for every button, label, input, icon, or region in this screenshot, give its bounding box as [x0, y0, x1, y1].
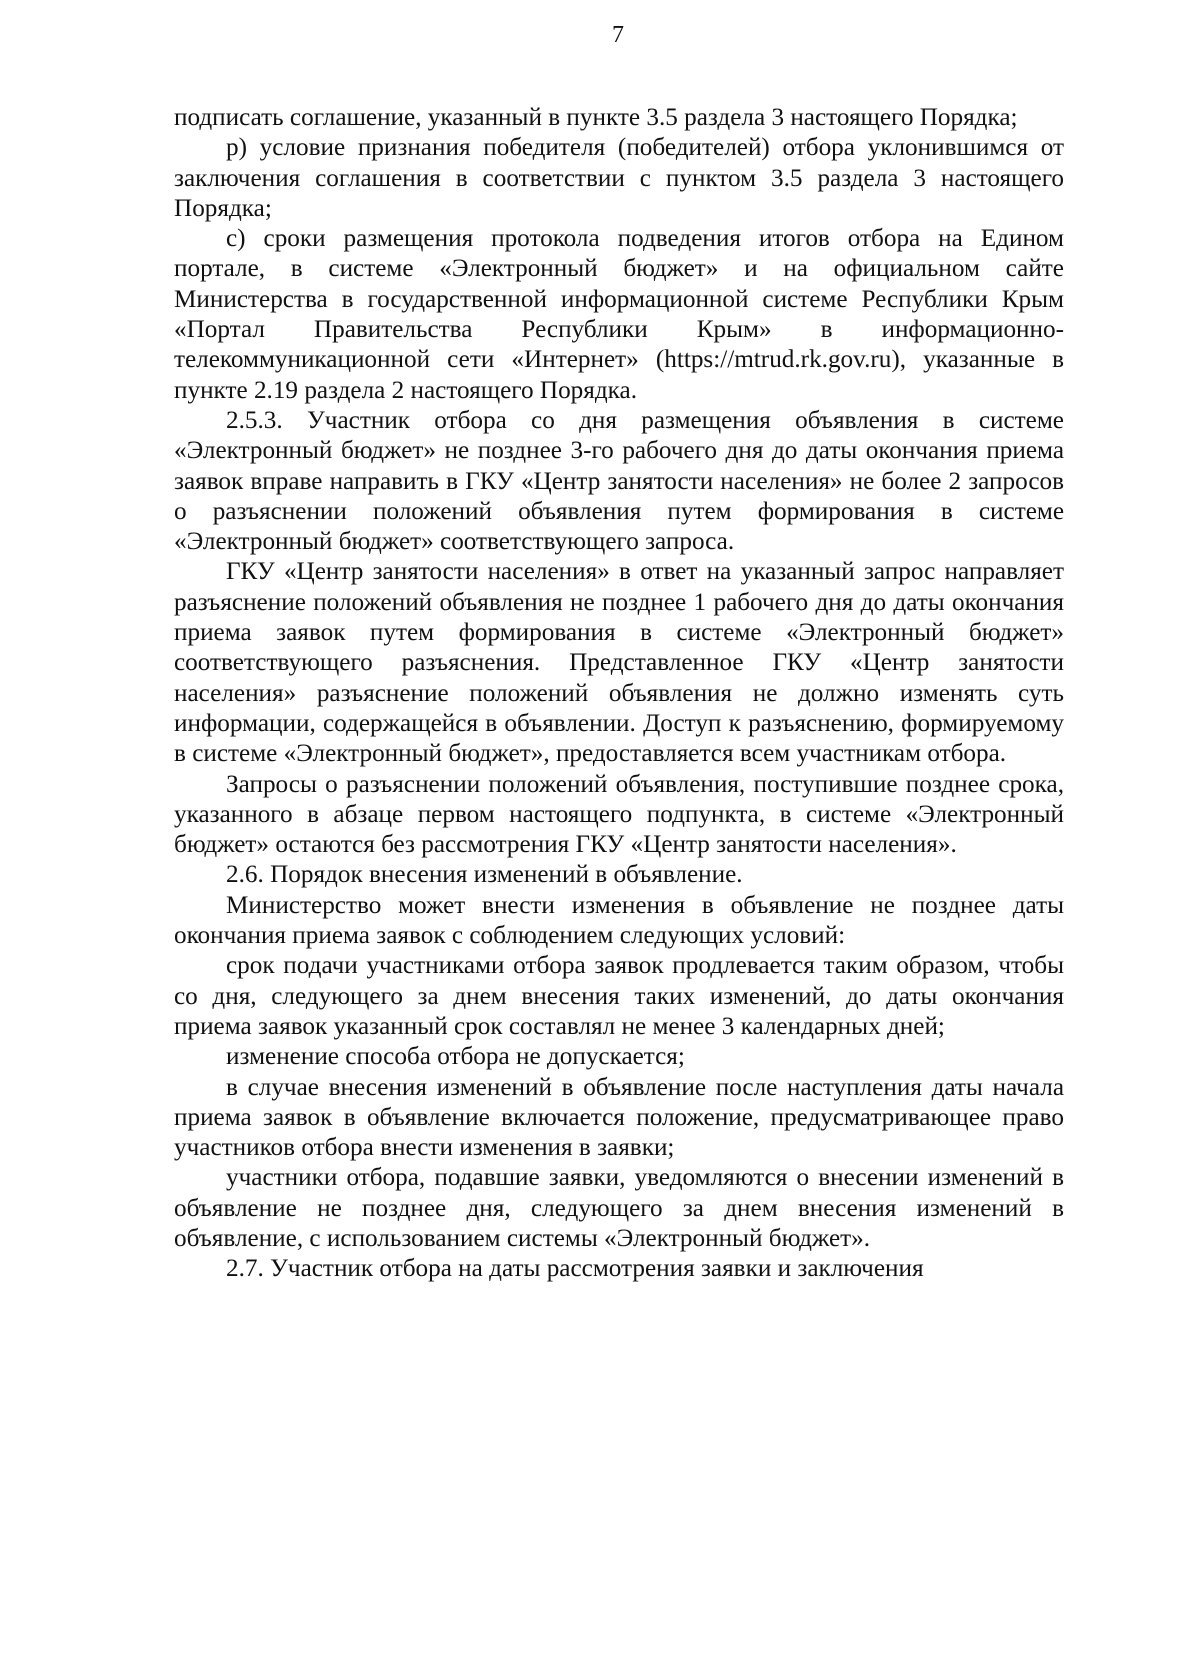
paragraph-item-s: с) сроки размещения протокола подведения итогов отбора на Едином портале, в системе «Электронный бюджет» и на официальном сайте Министерства в государственной информационной системе Республики Крым «Портал Правительства Республики Крым» в информационно-телекоммуникационной сети «Интернет» (https://mtrud.rk.gov.ru), указанные в пункте 2.19 раздела 2 настоящего Порядка. — [174, 225, 1064, 404]
paragraph-2-7: 2.7. Участник отбора на даты рассмотрения заявки и заключения — [226, 1255, 924, 1283]
paragraph-continuation: подписать соглашение, указанный в пункте 3.5 раздела 3 настоящего Порядка; — [174, 104, 1018, 131]
paragraph-2-6-heading: 2.6. Порядок внесения изменений в объявление. — [226, 861, 743, 889]
page-number: 7 — [612, 22, 624, 48]
paragraph-ministry-changes: Министерство может внести изменения в объявление не позднее даты окончания приема заявок с соблюдением следующих условий: — [174, 891, 1064, 950]
document-body — [174, 103, 1064, 1285]
paragraph-condition-notification: участники отбора, подавшие заявки, уведомляются о внесении изменений в объявление не позднее дня, следующего за днем внесения изменений в объявление, с использованием системы «Электронный бюджет». — [174, 1164, 1064, 1252]
paragraph-late-requests: Запросы о разъяснении положений объявления, поступившие позднее срока, указанного в абзаце первом настоящего подпункта, в системе «Электронный бюджет» остаются без рассмотрения ГКУ «Центр занятости населения». — [174, 770, 1064, 859]
paragraph-clarification-response: ГКУ «Центр занятости населения» в ответ на указанный запрос направляет разъяснение положений объявления не позднее 1 рабочего дня до даты окончания приема заявок путем формирования в системе «Электронный бюджет» соответствующего разъяснения. Представленное ГКУ «Центр занятости населения» разъяснение положений объявления не должно изменять суть информации, содержащейся в объявлении. Доступ к разъяснению, формируемому в системе «Электронный бюджет», предоставляется всем участникам отбора. — [174, 558, 1064, 768]
paragraph-item-r: р) условие признания победителя (победителей) отбора уклонившимся от заключения соглашения в соответствии с пунктом 3.5 раздела 3 настоящего Порядка; — [174, 134, 1064, 222]
paragraph-condition-deadline: срок подачи участниками отбора заявок продлевается таким образом, чтобы со дня, следующего за днем внесения таких изменений, до даты окончания приема заявок указанный срок составлял не менее 3 календарных дней; — [174, 952, 1064, 1040]
paragraph-condition-amendments: в случае внесения изменений в объявление после наступления даты начала приема заявок в объявление включается положение, предусматривающее право участников отбора внести изменения в заявки; — [174, 1073, 1064, 1162]
paragraph-condition-method: изменение способа отбора не допускается; — [226, 1043, 685, 1071]
paragraph-2-5-3: 2.5.3. Участник отбора со дня размещения объявления в системе «Электронный бюджет» не позднее 3-го рабочего дня до даты окончания приема заявок вправе направить в ГКУ «Центр занятости населения» не более 2 запросов о разъяснении положений объявления путем формирования в системе «Электронный бюджет» соответствующего запроса. — [174, 406, 1064, 556]
